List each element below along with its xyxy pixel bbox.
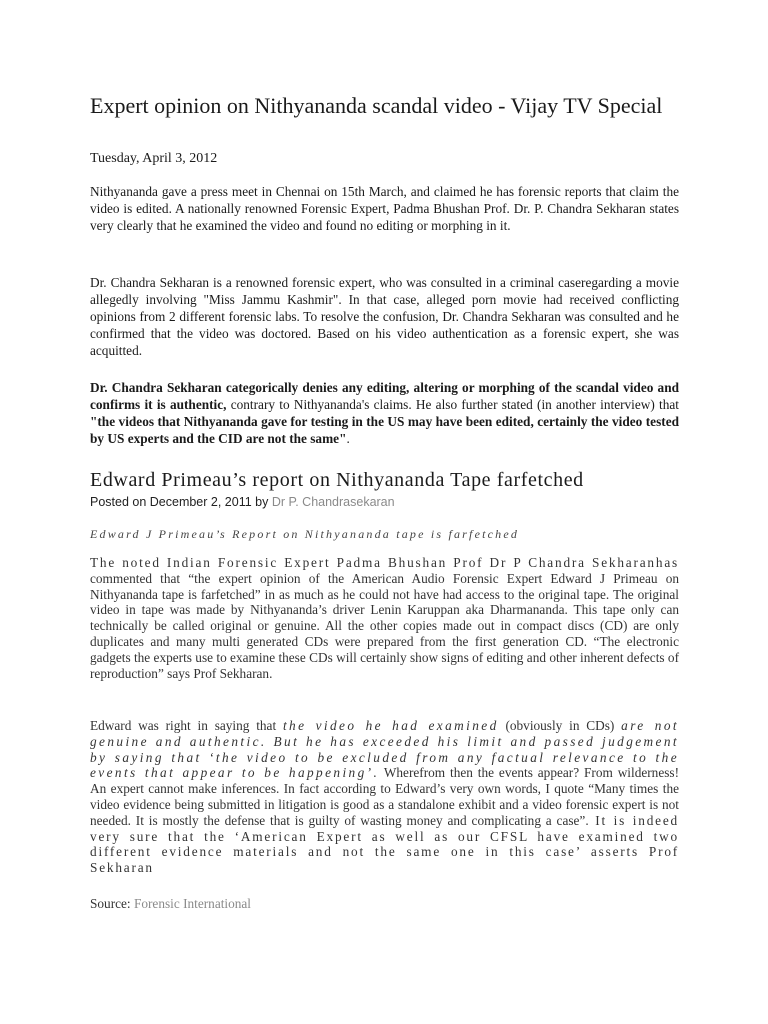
italic-video-examined: the video he had examined — [282, 718, 499, 733]
critique-body-text: Wherefrom then the events appear? From wilderness! An expert cannot make inferences. In fact according to Edward’s very own words, I quote “Many times the video evidence being submitted in litigation is good as a standalone exhibit and a video forensic expert is not needed. It is mostly the defense that is guilty of wasting money and complicating a case”. — [90, 765, 679, 828]
source-link[interactable]: Forensic International — [133, 896, 252, 911]
paragraph-expert-denial — [90, 379, 679, 447]
article-date: Tuesday, April 3, 2012 — [90, 151, 218, 166]
critique-cds-text: (obviously in CDs) — [498, 718, 622, 733]
source-label: Source: — [90, 896, 134, 911]
report-title: Edward Primeau’s report on Nithyananda Tape farfetched — [90, 469, 584, 491]
post-meta — [90, 494, 679, 510]
denial-end-text: . — [346, 431, 350, 446]
paragraph-expert-background: Dr. Chandra Sekharan is a renowned forensic expert, who was consulted in a criminal caseregarding a movie allegedly involving "Miss Jammu Kashmir". In that case, alleged porn movie had received conflicting opinions from 2 different forensic labs. To resolve the confusion, Dr. Chandra Sekharan was consulted and he confirmed that the video was doctored. Based on his video authentication as a forensic expert, she was acquitted. — [90, 275, 679, 358]
spaced-lead-text: The noted Indian Forensic Expert Padma Bhushan Prof Dr P Chandra Sekharanhas — [90, 555, 679, 570]
spaced-closing-text: It is indeed very sure that the ‘American Expert as well as our CFSL have examined two different evidence materials and not the same one in this case’ asserts Prof Sekharan — [90, 812, 679, 876]
italic-judgement-text: are not genuine and authentic. But he has exceeded his limit and passed judgement by saying that ‘the video to be excluded from any factual relevance to the events that appear to be happening’. — [90, 718, 679, 781]
bold-quote-text: "the videos that Nithyananda gave for testing in the US may have been edited, certainly the video tested by US experts and the CID are not the same" — [90, 414, 679, 446]
paragraph-edward-critique — [90, 718, 679, 876]
posted-date: Posted on December 2, 2011 by — [90, 495, 272, 509]
article-title: Expert opinion on Nithyananda scandal video - Vijay TV Special — [90, 93, 663, 118]
source-line — [90, 895, 679, 912]
paragraph-expert-comment — [90, 555, 679, 681]
author-link[interactable]: Dr P. Chandrasekaran — [271, 495, 395, 509]
bold-denial-text: Dr. Chandra Sekharan categorically denies any editing, altering or morphing of the scandal video and confirms it is authentic, — [90, 380, 679, 412]
denial-plain-text: contrary to Nithyananda's claims. He also further stated (in another interview) that — [226, 397, 679, 412]
paragraph-press-meet: Nithyananda gave a press meet in Chennai on 15th March, and claimed he has forensic reports that claim the video is edited. A nationally renowned Forensic Expert, Padma Bhushan Prof. Dr. P. Chandra Sekharan states very clearly that he examined the video and found no editing or morphing in it. — [90, 184, 679, 233]
critique-intro-text: Edward was right in saying that — [90, 718, 283, 733]
report-subtitle: Edward J Primeau’s Report on Nithyananda tape is farfetched — [90, 527, 520, 541]
comment-body-text: commented that “the expert opinion of the American Audio Forensic Expert Edward J Primeau on Nithyananda tape is farfetched” in as much as he could not have had access to the original tape. The original video in tape was made by Nithyananda’s driver Lenin Karuppan aka Dharmananda. This tape only can technically be called original or genuine. All the other copies made out in compact discs (CD) are only duplicates and many multi generated CDs were prepared from the first generation CD. “The electronic gadgets the experts use to examine these CDs will certainly show signs of editing and other inherent defects of reproduction” says Prof Sekharan. — [90, 570, 679, 681]
